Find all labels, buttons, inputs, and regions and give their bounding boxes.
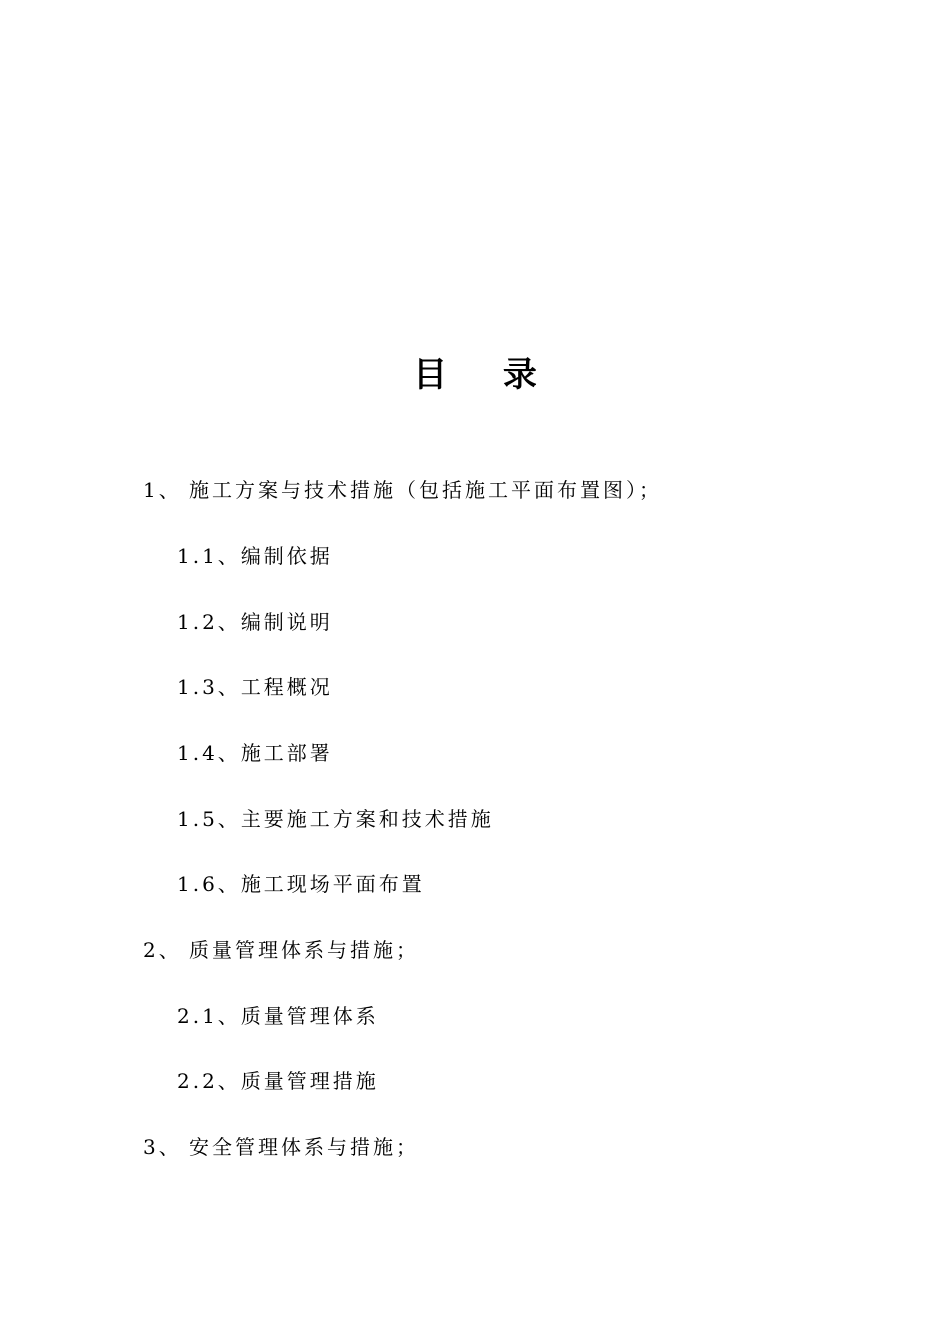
toc-entry-text: 施工部署 [240, 741, 333, 765]
toc-entry-text: 主要施工方案和技术措施 [240, 807, 494, 831]
toc-entry-text: 质量管理措施 [240, 1069, 379, 1093]
toc-entry-number: 2、 [143, 938, 182, 962]
toc-entry-text: 质量管理体系与措施； [189, 938, 419, 962]
toc-entry-number: 1.1、 [177, 544, 241, 568]
toc-entry-text: 编制依据 [240, 544, 333, 568]
toc-entry-number: 1.5、 [177, 807, 241, 831]
toc-entry [177, 1061, 379, 1101]
toc-entry [143, 1127, 419, 1167]
toc-entry [177, 733, 333, 773]
toc-entry-text: 编制说明 [240, 610, 333, 634]
toc-title: 目 录 [413, 355, 559, 395]
toc-entry-text: 施工现场平面布置 [240, 872, 425, 896]
toc-entry [177, 996, 379, 1036]
toc-entry-number: 1.4、 [177, 741, 241, 765]
toc-entry-number: 2.2、 [177, 1069, 241, 1093]
toc-entry [177, 602, 333, 642]
toc-entry-number: 1.6、 [177, 872, 241, 896]
toc-entry-number: 1.2、 [177, 610, 241, 634]
toc-entry [177, 536, 333, 576]
toc-entry-number: 1.3、 [177, 675, 241, 699]
toc-entry-text: 安全管理体系与措施； [189, 1135, 419, 1159]
toc-entry-number: 3、 [143, 1135, 182, 1159]
toc-entry-text: 工程概况 [240, 675, 333, 699]
toc-entry-number: 2.1、 [177, 1004, 241, 1028]
toc-entry [143, 470, 662, 510]
toc-entry [143, 930, 419, 970]
toc-entry-text: 施工方案与技术措施（包括施工平面布置图）； [189, 478, 662, 502]
toc-entry [177, 864, 425, 904]
toc-entry-number: 1、 [143, 478, 182, 502]
toc-entry [177, 667, 333, 707]
toc-entry-text: 质量管理体系 [240, 1004, 379, 1028]
toc-entry [177, 799, 494, 839]
